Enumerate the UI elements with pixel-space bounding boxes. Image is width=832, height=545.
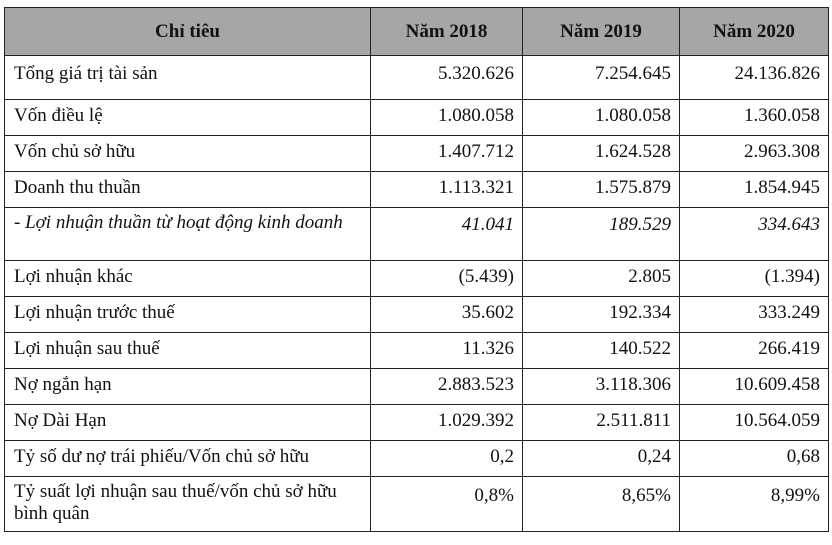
value-2020: 1.360.058	[680, 100, 829, 136]
financial-indicators-table	[4, 7, 829, 532]
value-2018: 1.113.321	[371, 172, 523, 208]
row-label: Lợi nhuận sau thuế	[5, 333, 371, 369]
row-label: Tỷ số dư nợ trái phiếu/Vốn chủ sở hữu	[5, 441, 371, 477]
table-row	[5, 333, 829, 369]
value-2019: 8,65%	[523, 477, 680, 532]
value-2020: 266.419	[680, 333, 829, 369]
row-label: Lợi nhuận trước thuế	[5, 297, 371, 333]
value-2019: 1.624.528	[523, 136, 680, 172]
header-year-2018: Năm 2018	[371, 8, 523, 56]
value-2018: 1.080.058	[371, 100, 523, 136]
row-label: Doanh thu thuần	[5, 172, 371, 208]
row-label: - Lợi nhuận thuần từ hoạt động kinh doanh	[5, 208, 371, 261]
table-header	[5, 8, 829, 56]
header-year-2020: Năm 2020	[680, 8, 829, 56]
value-2018: 2.883.523	[371, 369, 523, 405]
value-2018: 0,2	[371, 441, 523, 477]
value-2020: 24.136.826	[680, 56, 829, 100]
value-2019: 140.522	[523, 333, 680, 369]
value-2018: 1.029.392	[371, 405, 523, 441]
header-row	[5, 8, 829, 56]
value-2018: 35.602	[371, 297, 523, 333]
value-2020: 1.854.945	[680, 172, 829, 208]
value-2020: 10.564.059	[680, 405, 829, 441]
value-2018: 1.407.712	[371, 136, 523, 172]
row-label: Vốn chủ sở hữu	[5, 136, 371, 172]
row-label: Nợ ngắn hạn	[5, 369, 371, 405]
table-row	[5, 477, 829, 532]
table-row	[5, 100, 829, 136]
value-2020: 333.249	[680, 297, 829, 333]
value-2020: 10.609.458	[680, 369, 829, 405]
value-2020: 0,68	[680, 441, 829, 477]
row-label: Lợi nhuận khác	[5, 261, 371, 297]
table-row	[5, 441, 829, 477]
value-2019: 189.529	[523, 208, 680, 261]
value-2019: 2.511.811	[523, 405, 680, 441]
value-2020: (1.394)	[680, 261, 829, 297]
row-label: Nợ Dài Hạn	[5, 405, 371, 441]
table-row	[5, 369, 829, 405]
value-2020: 2.963.308	[680, 136, 829, 172]
row-label: Tỷ suất lợi nhuận sau thuế/vốn chủ sở hữu bình quân	[5, 477, 371, 532]
header-year-2019: Năm 2019	[523, 8, 680, 56]
value-2019: 3.118.306	[523, 369, 680, 405]
table-row	[5, 297, 829, 333]
value-2018: 0,8%	[371, 477, 523, 532]
row-label: Vốn điều lệ	[5, 100, 371, 136]
value-2018: 5.320.626	[371, 56, 523, 100]
value-2019: 0,24	[523, 441, 680, 477]
table-row	[5, 56, 829, 100]
value-2018: 41.041	[371, 208, 523, 261]
row-label: Tổng giá trị tài sản	[5, 56, 371, 100]
table-body	[5, 56, 829, 532]
header-indicator: Chỉ tiêu	[5, 8, 371, 56]
value-2019: 7.254.645	[523, 56, 680, 100]
value-2019: 1.575.879	[523, 172, 680, 208]
table-row	[5, 136, 829, 172]
value-2018: (5.439)	[371, 261, 523, 297]
value-2020: 334.643	[680, 208, 829, 261]
table-row	[5, 405, 829, 441]
table-row	[5, 172, 829, 208]
value-2019: 1.080.058	[523, 100, 680, 136]
value-2018: 11.326	[371, 333, 523, 369]
value-2019: 2.805	[523, 261, 680, 297]
value-2019: 192.334	[523, 297, 680, 333]
table-row	[5, 208, 829, 261]
value-2020: 8,99%	[680, 477, 829, 532]
table-row	[5, 261, 829, 297]
